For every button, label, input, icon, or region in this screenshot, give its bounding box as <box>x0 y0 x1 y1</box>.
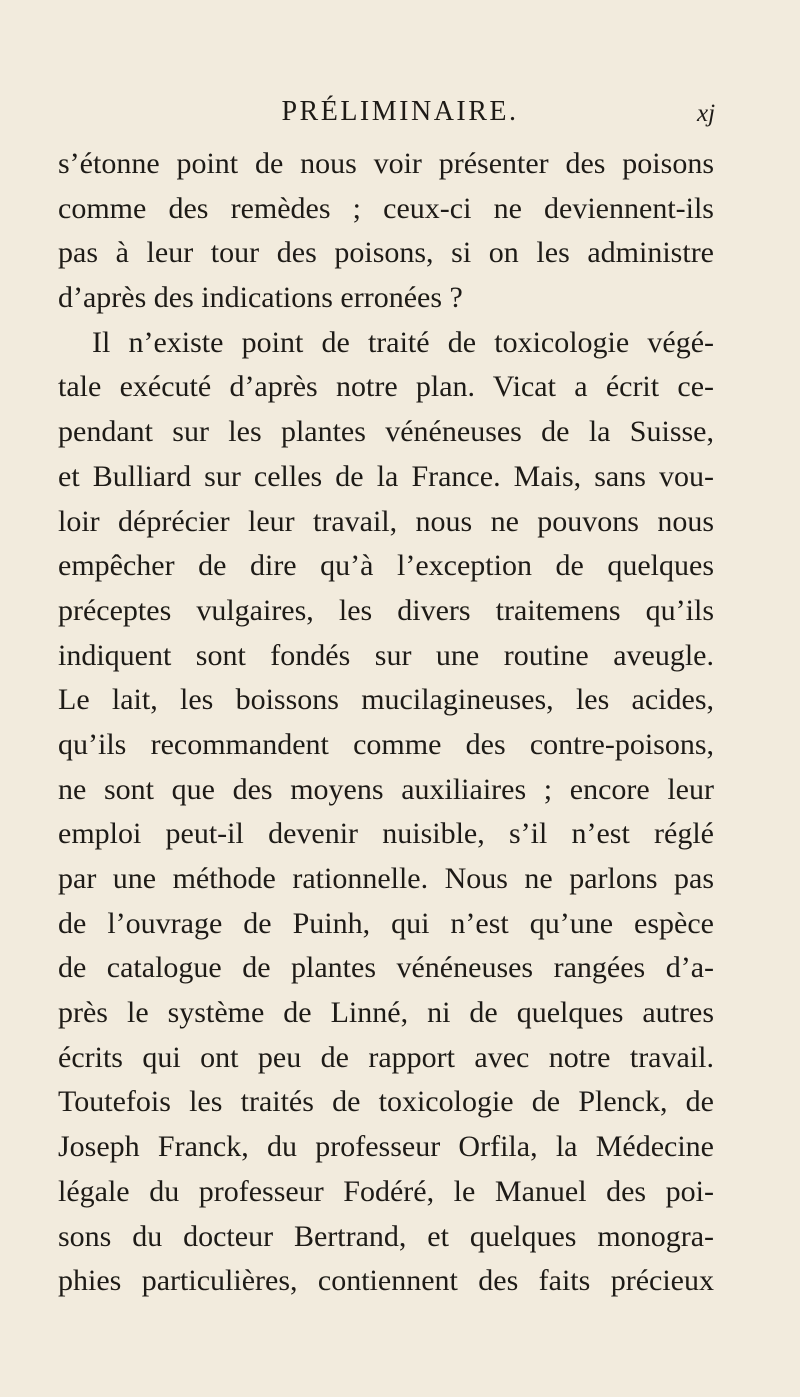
text-line: légale du professeur Fodéré, le Manuel des poi- <box>58 1174 714 1208</box>
text-line: indiquent sont fondés sur une routine aveugle. <box>58 638 714 672</box>
text-line: par une méthode rationnelle. Nous ne parlons pas <box>58 862 714 895</box>
text-line: de catalogue de plantes vénéneuses rangées d’a- <box>58 951 714 985</box>
text-line: Le lait, les boissons mucilagineuses, les acides, <box>58 683 714 717</box>
page-number: xj <box>697 100 716 127</box>
running-head <box>0 92 800 132</box>
text-line: tale exécuté d’après notre plan. Vicat a écrit ce- <box>58 370 714 404</box>
text-line: qu’ils recommandent comme des contre-poisons, <box>58 727 714 761</box>
running-title: PRÉLIMINAIRE. <box>281 96 519 127</box>
body-text <box>58 142 714 1304</box>
text-line: emploi peut-il devenir nuisible, s’il n’est réglé <box>58 817 714 851</box>
text-line: Toutefois les traités de toxicologie de Plenck, de <box>58 1085 714 1119</box>
text-line: sons du docteur Bertrand, et quelques monogra- <box>58 1219 714 1253</box>
text-line: Joseph Franck, du professeur Orfila, la Médecine <box>58 1130 714 1164</box>
text-line: ne sont que des moyens auxiliaires ; encore leur <box>58 772 714 806</box>
text-line: de l’ouvrage de Puinh, qui n’est qu’une espèce <box>58 906 714 940</box>
text-line: s’étonne point de nous voir présenter des poisons <box>58 147 714 180</box>
text-line: d’après des indications erronées ? <box>58 281 463 315</box>
text-line: loir déprécier leur travail, nous ne pouvons nous <box>58 504 714 538</box>
text-line: phies particulières, contiennent des faits précieux <box>58 1264 714 1298</box>
text-line: pas à leur tour des poisons, si on les administre <box>58 236 714 270</box>
text-line: Il n’existe point de traité de toxicologie végé- <box>92 325 714 359</box>
text-line: et Bulliard sur celles de la France. Mais, sans vou- <box>58 459 714 493</box>
text-line: empêcher de dire qu’à l’exception de quelques <box>58 549 714 583</box>
text-line: écrits qui ont peu de rapport avec notre travail. <box>58 1040 714 1074</box>
text-line: préceptes vulgaires, les divers traitemens qu’ils <box>58 593 714 627</box>
text-line: près le système de Linné, ni de quelques autres <box>58 996 714 1030</box>
text-line: comme des remèdes ; ceux-ci ne deviennent-ils <box>58 191 714 225</box>
text-line: pendant sur les plantes vénéneuses de la Suisse, <box>58 415 714 449</box>
